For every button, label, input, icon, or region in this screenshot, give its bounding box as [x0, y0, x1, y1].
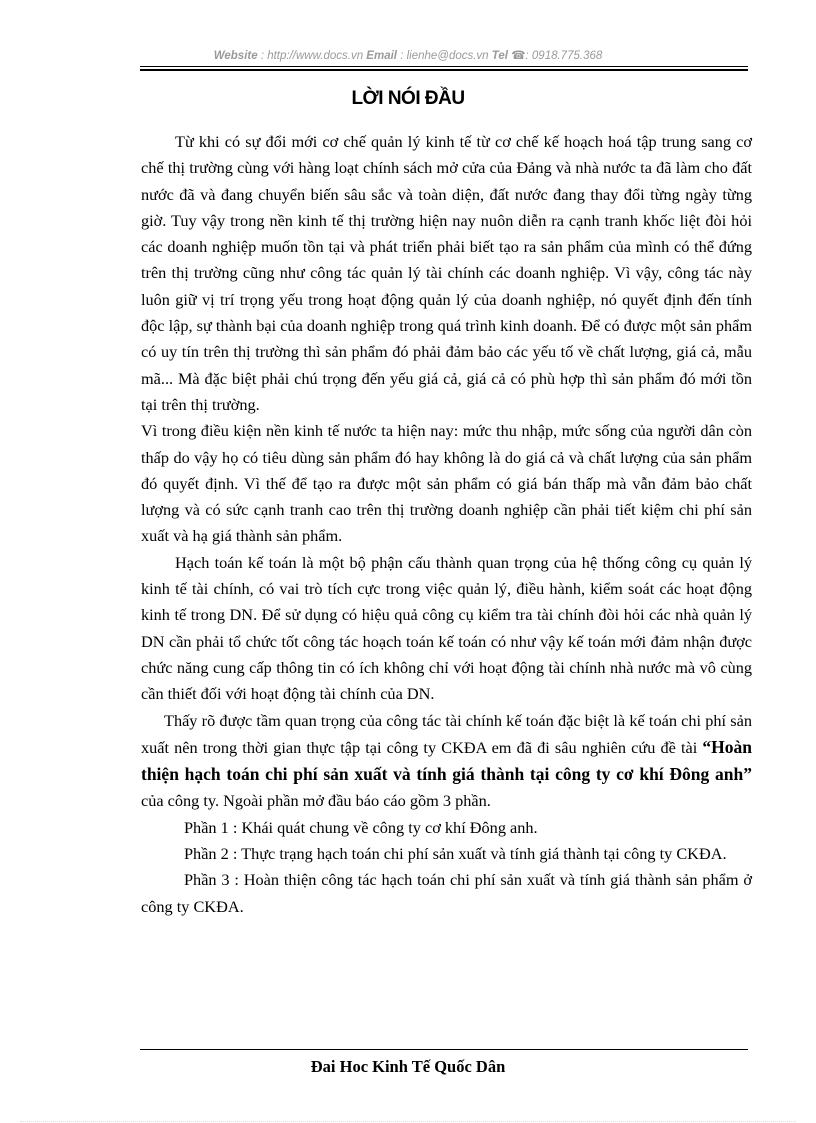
thesis-title: “Hoàn thiện hạch toán chi phí sản xuất và tính giá thành tại công ty cơ khí Đông anh” [141, 736, 752, 785]
page-title: LỜI NÓI ĐẦU [351, 88, 465, 109]
tel-label: Tel [491, 50, 508, 62]
email-value: : lienhe@docs.vn [400, 50, 489, 62]
footer-rule [140, 1049, 748, 1050]
page-header [108, 48, 708, 62]
part-1: Phần 1 : Khái quát chung về công ty cơ khí Đông anh. [184, 817, 538, 837]
email-label: Email [366, 50, 397, 62]
page-edge-divider [20, 1121, 796, 1122]
website-value: : http://www.docs.vn [260, 50, 364, 62]
paragraph-2: Vì trong điều kiện nền kinh tế nước ta hiện nay: mức thu nhập, mức sống của người dân còn thấp do vậy họ có tiêu dùng sản phẩm đó hay không là do giá cả và chất lượng của sản phẩm đó quyết định. Vì thế để tạo ra được một sản phẩm có giá bán thấp mà vẫn đảm bảo chất lượng và có sức cạnh tranh cao trên thị trường doanh nghiệp cần phải tiết kiệm chi phí sản xuất và hạ giá thành sản phẩm. [141, 421, 752, 546]
paragraph-4 [141, 708, 752, 815]
header-rule-thick [140, 69, 748, 71]
paragraph-4-text: Thấy rõ được tầm quan trọng của công tác tài chính kế toán đặc biệt là kế toán chi phí sản xuất nên trong thời gian thực tập tại công ty CKĐA em đã đi sâu nghiên cứu đề tài [141, 710, 752, 757]
paragraph-1: Từ khi có sự đổi mới cơ chế quản lý kinh tế từ cơ chế kế hoạch hoá tập trung sang cơ chế thị trường cùng với hàng loạt chính sách mở cửa của Đảng và nhà nước ta đã làm cho đất nước đã và đang chuyển biến sâu sắc và toàn diện, đất nước đang thay đổi từng ngày từng giờ. Tuy vậy trong nền kinh tế thị trường hiện nay nuôn diễn ra cạnh tranh khốc liệt đòi hỏi các doanh nghiệp muốn tồn tại và phát triển phải biết tạo ra sản phẩm của mình có thể đứng trên thị trường cũng như công tác quản lý tài chính các doanh nghiệp. Vì vậy, công tác này luôn giữ vị trí trọng yếu trong hoạt động quản lý của doanh nghiệp, nó quyết định đến tính độc lập, sự thành bại của doanh nghiệp trong quá trình kinh doanh. Để có được một sản phẩm có uy tín trên thị trường thì sản phẩm đó phải đảm bảo các yếu tố về chất lượng, giá cả, mẫu mã... Mà đặc biệt phải chú trọng đến yếu giá cả, giá cả có phù hợp thì sản phẩm đó mới tồn tại trên thị trường. [141, 132, 752, 414]
tel-value: ☎: 0918.775.368 [511, 50, 603, 62]
part-2: Phần 2 : Thực trạng hạch toán chi phí sản xuất và tính giá thành tại công ty CKĐA. [184, 844, 727, 864]
website-label: Website [213, 50, 258, 62]
header-rule-thin [140, 66, 748, 67]
page-footer: Đai Hoc Kinh Tế Quốc Dân [310, 1057, 506, 1076]
paragraph-4-tail: của công ty. Ngoài phần mở đầu báo cáo gồm 3 phần. [141, 791, 491, 811]
part-3: Phần 3 : Hoàn thiện công tác hạch toán chi phí sản xuất và tính giá thành sản phẩm ở công ty CKĐA. [141, 870, 752, 916]
document-body [141, 129, 752, 920]
paragraph-3: Hạch toán kế toán là một bộ phận cấu thành quan trọng của hệ thống công cụ quản lý kinh tế tài chính, có vai trò tích cực trong việc quản lý, điều hành, kiểm soát các hoạt động kinh tế trong DN. Để sử dụng có hiệu quả công cụ kiểm tra tài chính đòi hỏi các nhà quản lý DN cần phải tổ chức tốt công tác hoạch toán kế toán có như vậy kế toán mới đảm nhận được chức năng cung cấp thông tin có ích không chỉ với hoạt động tài chính nhà nước mà vô cùng cần thiết đối với hoạt động tài chính của DN. [141, 552, 752, 704]
